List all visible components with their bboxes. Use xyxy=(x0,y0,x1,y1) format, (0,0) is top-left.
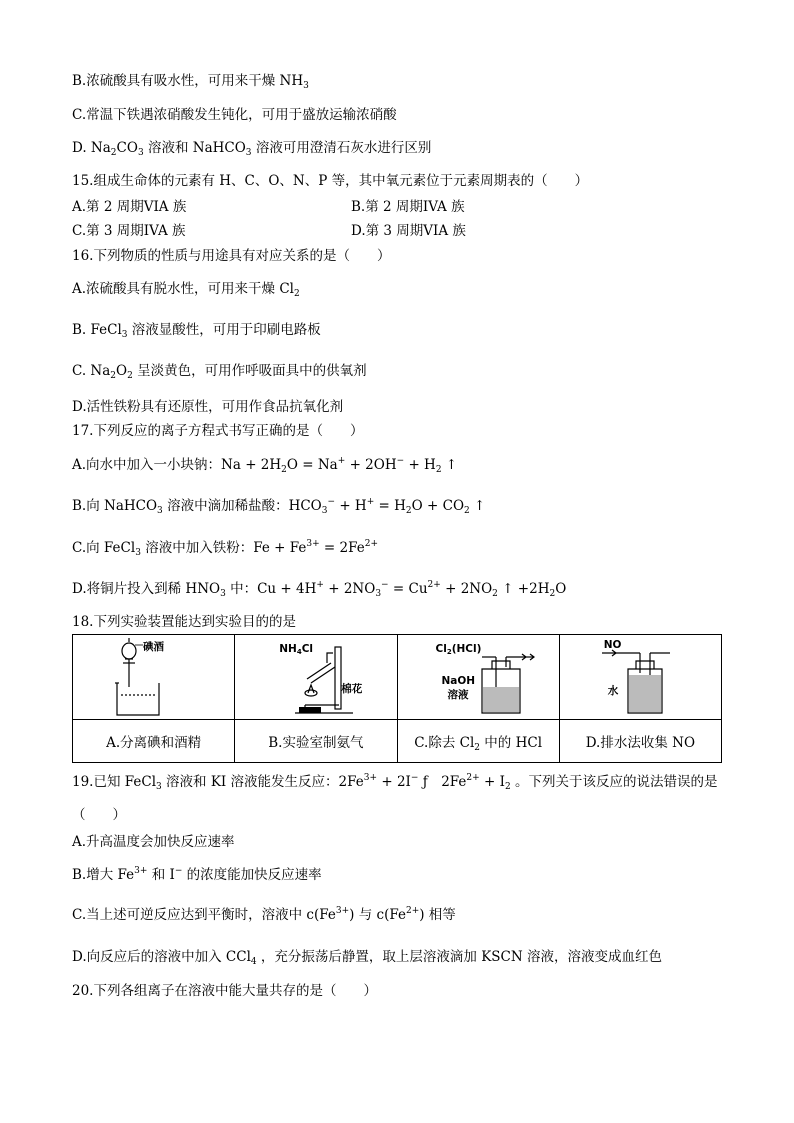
q16-stem: 16.下列物质的性质与用途具有对应关系的是（ ） xyxy=(72,248,391,264)
cotton-label: 棉花 xyxy=(341,683,363,695)
chlorine-hcl-label: $Cl_2(HCl)$ xyxy=(435,643,482,656)
caption-b: B.实验室制氨气 xyxy=(235,720,397,763)
q19-answer-paren: （ ） xyxy=(72,807,126,823)
solution-label: 溶液 xyxy=(447,689,469,701)
q17-option-b: B.向 NaHCO$_3$ 溶液中滴加稀盐酸：$HCO_3^- + H^+ = H_2O + CO_2$ ↑ xyxy=(72,497,486,516)
water-label: 水 xyxy=(607,685,619,697)
q19-option-b: B.增大 $Fe^{3+}$ 和 I− 的浓度能加快反应速率 xyxy=(72,866,322,883)
q18-stem: 18.下列实验装置能达到实验目的的是 xyxy=(72,614,296,630)
q14-option-d: D. $Na_2CO_3$ 溶液和 NaHCO$_3$ 溶液可用澄清石灰水进行区别 xyxy=(72,140,432,158)
ammonium-chloride-label: $NH_4Cl$ xyxy=(279,643,314,656)
q19-option-a: A.升高温度会加快反应速率 xyxy=(72,834,235,850)
naoh-label: NaOH xyxy=(441,675,476,687)
apparatus-d-cell xyxy=(559,635,721,720)
ammonia-generator-icon xyxy=(235,635,397,719)
caption-c: C.除去 $Cl_2$ 中的 HCl xyxy=(397,720,559,763)
q19-option-c: C.当上述可逆反应达到平衡时，溶液中 $c(Fe^{3+})$ 与 $c(Fe^{2+})$ 相等 xyxy=(72,906,456,923)
iodine-tincture-label: 碘酒 xyxy=(143,641,164,653)
caption-a: A.分离碘和酒精 xyxy=(73,720,235,763)
q15-option-d: D.第 3 周期VIA 族 xyxy=(351,223,466,239)
q19-stem: 19.已知 FeCl$_3$ 溶液和 KI 溶液能发生反应：$2Fe^{3+} + 2I^-$ ƒ $2Fe^{2+} + I_2$ 。下列关于该反应的说法错误的是 xyxy=(72,773,718,792)
q15-option-b: B.第 2 周期IVA 族 xyxy=(351,199,465,215)
water-collection-bottle-icon xyxy=(560,635,722,719)
q18-apparatus-table xyxy=(72,634,722,763)
q17-option-d: D.将铜片投入到稀 $HNO_3$ 中：$Cu + 4H^+ + 2NO_3^- = Cu^{2+} + 2NO_2$ ↑ $+2H_2O$ xyxy=(72,580,567,599)
caption-d: D.排水法收集 NO xyxy=(559,720,721,763)
q17-option-c: C.向 FeCl$_3$ 溶液中加入铁粉：$Fe + Fe^{3+} = 2Fe^{2+}$ xyxy=(72,539,379,558)
q16-option-d: D.活性铁粉具有还原性，可用作食品抗氧化剂 xyxy=(72,399,344,415)
q17-option-a: A.向水中加入一小块钠：$Na + 2H_2O = Na^+ + 2OH^- + H_2$ ↑ xyxy=(72,456,458,475)
q15-option-a: A.第 2 周期VIA 族 xyxy=(72,199,187,215)
q15-stem: 15.组成生命体的元素有 H、C、O、N、P 等，其中氧元素位于元素周期表的（ ） xyxy=(72,173,589,189)
q16-option-c: C. $Na_2O_2$ 呈淡黄色，可用作呼吸面具中的供氧剂 xyxy=(72,363,367,381)
apparatus-a-cell xyxy=(73,635,235,720)
apparatus-c-cell xyxy=(397,635,559,720)
no-label: NO xyxy=(603,639,622,651)
q20-stem: 20.下列各组离子在溶液中能大量共存的是（ ） xyxy=(72,983,377,999)
q19-option-d: D.向反应后的溶液中加入 CCl$_4$ ，充分振荡后静置，取上层溶液滴加 KSCN 溶液，溶液变成血红色 xyxy=(72,949,662,967)
q14-option-c: C.常温下铁遇浓硝酸发生钝化，可用于盛放运输浓硝酸 xyxy=(72,107,397,123)
q14-option-b: B.浓硫酸具有吸水性，可用来干燥 $NH_3$ xyxy=(72,73,309,91)
q15-option-c: C.第 3 周期IVA 族 xyxy=(72,223,186,239)
q17-stem: 17.下列反应的离子方程式书写正确的是（ ） xyxy=(72,423,364,439)
q16-option-b: B. FeCl$_3$ 溶液显酸性，可用于印刷电路板 xyxy=(72,322,321,340)
apparatus-b-cell xyxy=(235,635,397,720)
q16-option-a: A.浓硫酸具有脱水性，可用来干燥 $Cl_2$ xyxy=(72,281,300,299)
